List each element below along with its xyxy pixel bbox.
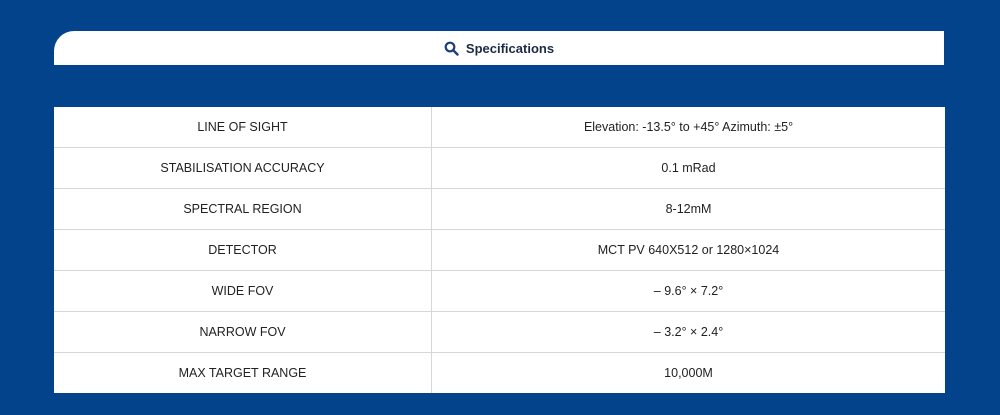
spec-label: STABILISATION ACCURACY xyxy=(54,148,432,189)
spec-value: 0.1 mRad xyxy=(432,148,946,189)
spec-value: 8-12mM xyxy=(432,189,946,230)
table-row xyxy=(54,353,945,394)
spec-label: NARROW FOV xyxy=(54,312,432,353)
spec-label: WIDE FOV xyxy=(54,271,432,312)
spec-label: MAX TARGET RANGE xyxy=(54,353,432,394)
spec-value: MCT PV 640X512 or 1280×1024 xyxy=(432,230,946,271)
spec-value: 10,000M xyxy=(664,366,713,380)
specifications-table xyxy=(54,107,945,393)
search-icon xyxy=(444,41,459,56)
specifications-tab[interactable] xyxy=(54,31,944,65)
table-row xyxy=(54,148,945,189)
specifications-tab-label: Specifications xyxy=(465,40,555,56)
table-row xyxy=(54,312,945,353)
table-row xyxy=(54,271,945,312)
table-row xyxy=(54,107,945,148)
spec-label: SPECTRAL REGION xyxy=(54,189,432,230)
spec-label: LINE OF SIGHT xyxy=(54,107,432,148)
spec-value: – 9.6° × 7.2° xyxy=(432,271,946,312)
specifications-tab-content xyxy=(444,41,554,56)
spec-label: DETECTOR xyxy=(54,230,432,271)
spec-value: Elevation: -13.5° to +45° Azimuth: ±5° xyxy=(432,107,946,148)
table-row xyxy=(54,189,945,230)
spec-value: – 3.2° × 2.4° xyxy=(432,312,946,353)
table-row xyxy=(54,230,945,271)
